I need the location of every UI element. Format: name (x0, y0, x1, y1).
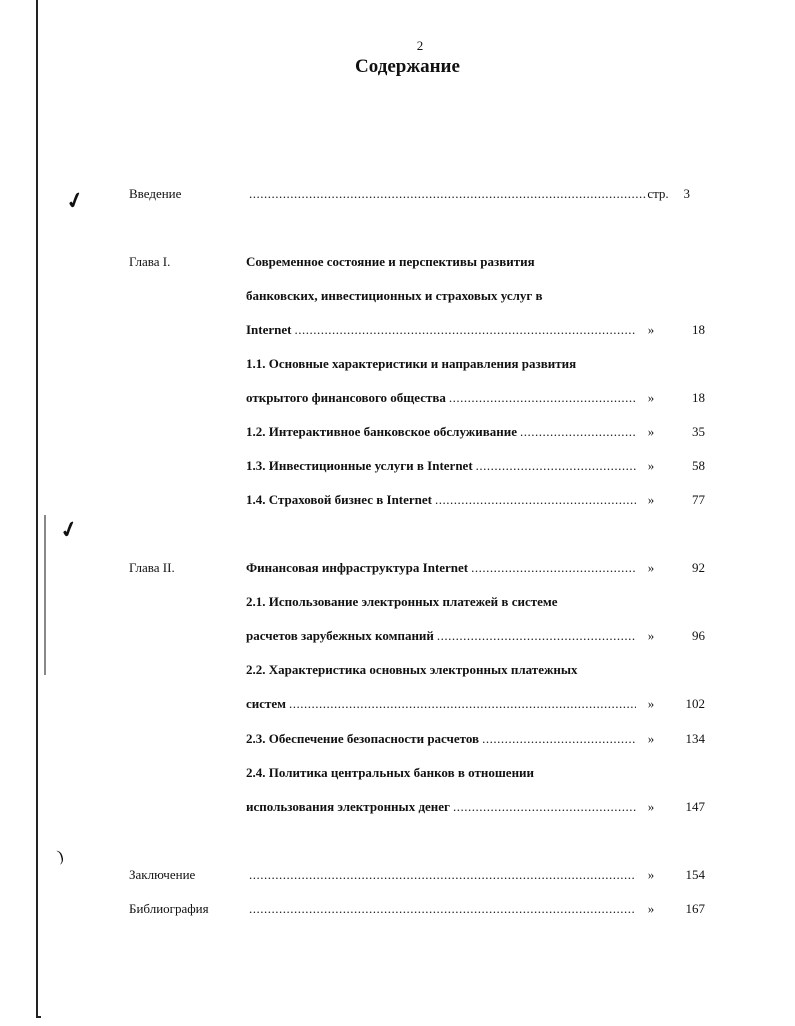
toc-title-line (246, 251, 646, 273)
check-mark-icon: ✓ (62, 186, 88, 215)
toc-page: 3 (683, 186, 690, 201)
toc-marker: » (647, 492, 655, 507)
toc-page: 134 (685, 731, 705, 746)
toc-page: 167 (685, 901, 705, 916)
toc-page: 18 (692, 322, 705, 337)
toc-title-line (246, 455, 636, 477)
page-title: Содержание (355, 56, 460, 77)
page-number: 2 (416, 38, 424, 53)
toc-title-line (246, 625, 636, 647)
toc-marker: » (647, 322, 655, 337)
toc-entry-1-2 (0, 421, 795, 443)
toc-label: Глава I. (129, 254, 171, 269)
toc-title-line (246, 591, 646, 613)
toc-title-text: 1.1. Основные характеристики и направления развития (246, 356, 577, 371)
toc-entry-2-2-end (0, 693, 795, 715)
toc-page: 154 (685, 867, 705, 882)
toc-label: Глава II. (129, 560, 175, 575)
toc-marker: » (647, 424, 655, 439)
toc-marker: » (647, 628, 655, 643)
toc-entry-bibliography (0, 898, 795, 920)
toc-entry-2-2 (0, 659, 795, 681)
toc-entry-1-3 (0, 455, 795, 477)
toc-label: Заключение (129, 867, 196, 882)
toc-page: 58 (692, 458, 705, 473)
toc-marker: » (647, 458, 655, 473)
toc-title-line (246, 387, 636, 409)
toc-entry-conclusion (0, 864, 795, 886)
toc-title-line (246, 659, 646, 681)
toc-entry-1-4 (0, 489, 795, 511)
toc-marker: » (647, 390, 655, 405)
toc-title-text: 2.1. Использование электронных платежей в системе (246, 594, 558, 609)
toc-title-text: 1.3. Инвестиционные услуги в Internet (246, 458, 473, 473)
toc-entry-2-4 (0, 762, 795, 784)
toc-title-text: Internet (246, 322, 292, 337)
toc-title-line (246, 728, 636, 750)
toc-marker: » (647, 560, 655, 575)
toc-page: 147 (685, 799, 705, 814)
toc-title-text: банковских, инвестиционных и страховых услуг в (246, 288, 543, 303)
toc-title-text: 2.4. Политика центральных банков в отношении (246, 765, 535, 780)
toc-title-text: 2.3. Обеспечение безопасности расчетов (246, 731, 480, 746)
toc-title-line (246, 353, 646, 375)
toc-page: 96 (692, 628, 705, 643)
toc-marker: стр. (647, 186, 669, 201)
toc-marker: » (647, 696, 655, 711)
toc-title-line (246, 762, 646, 784)
toc-entry-1-1-end (0, 387, 795, 409)
toc-entry-2-4-end (0, 796, 795, 818)
toc-title-text: Современное состояние и перспективы развития (246, 254, 535, 269)
toc-title-line (246, 796, 636, 818)
toc-leader (246, 864, 636, 886)
toc-marker: » (647, 731, 655, 746)
toc-page: 35 (692, 424, 705, 439)
toc-title-line (246, 693, 636, 715)
toc-title-text: использования электронных денег (246, 799, 450, 814)
toc-page: 92 (692, 560, 705, 575)
toc-title-line (246, 421, 636, 443)
toc-leader (246, 898, 636, 920)
toc-leader (246, 183, 646, 205)
toc-title-line (246, 319, 636, 341)
toc-title-text: 1.4. Страховой бизнес в Internet (246, 492, 433, 507)
toc-marker: » (647, 867, 655, 882)
toc-title-line (246, 557, 636, 579)
toc-entry-1-1 (0, 353, 795, 375)
toc-entry-chapter-1-cont (0, 285, 795, 307)
toc-title-text: систем (246, 696, 287, 711)
toc-title-line (246, 285, 646, 307)
toc-entry-chapter-1-end (0, 319, 795, 341)
toc-entry-2-3 (0, 728, 795, 750)
toc-entry-chapter-1 (0, 251, 795, 273)
bracket-mark-icon: ) (55, 847, 66, 866)
toc-page: 18 (692, 390, 705, 405)
toc-label: Введение (129, 186, 182, 201)
scan-bottom-edge (36, 1016, 41, 1018)
toc-page: 102 (685, 696, 705, 711)
toc-entry-intro (0, 183, 795, 205)
toc-label: Библиография (129, 901, 209, 916)
toc-entry-chapter-2 (0, 557, 795, 579)
toc-entry-2-1 (0, 591, 795, 613)
toc-title-text: 1.2. Интерактивное банковское обслуживание (246, 424, 517, 439)
toc-page: 77 (692, 492, 705, 507)
toc-entry-2-1-end (0, 625, 795, 647)
toc-title-line (246, 489, 636, 511)
toc-marker: » (647, 901, 655, 916)
toc-marker: » (647, 799, 655, 814)
toc-title-text: 2.2. Характеристика основных электронных платежных (246, 662, 578, 677)
check-mark-icon: ✓ (56, 515, 82, 544)
toc-title-text: расчетов зарубежных компаний (246, 628, 434, 643)
toc-title-text: Финансовая инфраструктура Internet (246, 560, 469, 575)
toc-title-text: открытого финансового общества (246, 390, 446, 405)
